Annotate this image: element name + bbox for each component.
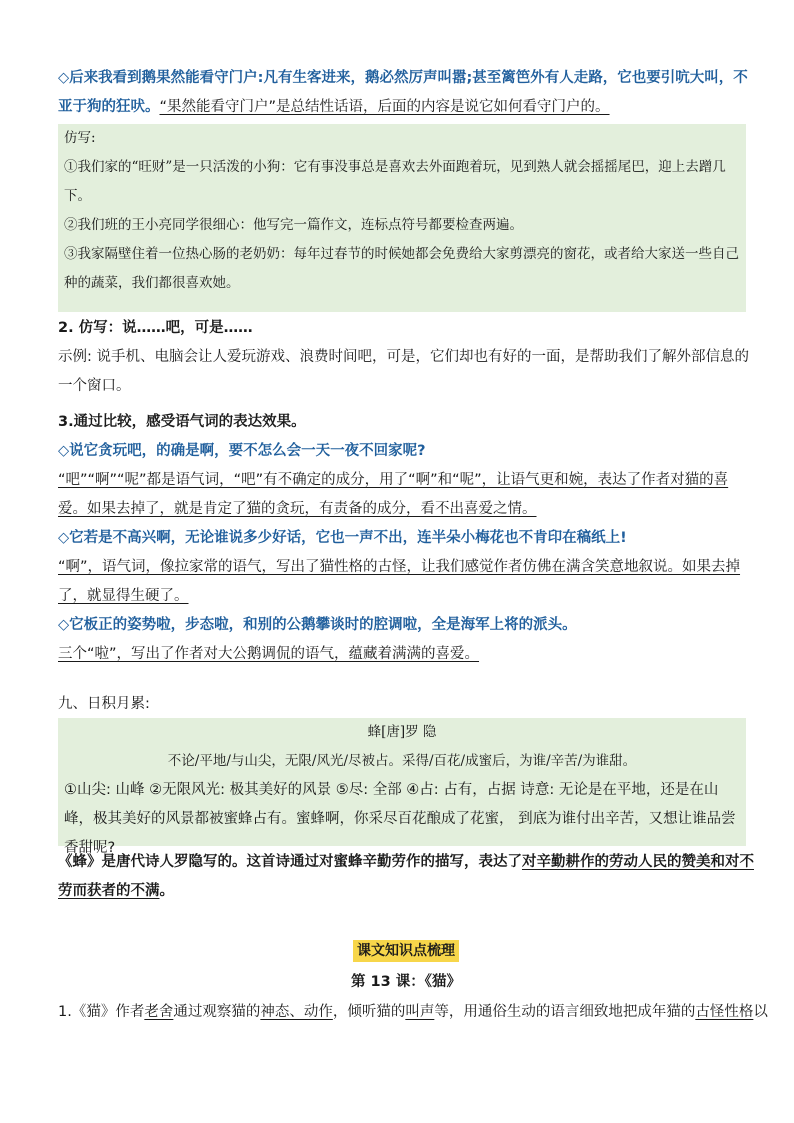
p1-key-3: 古怪性格 <box>695 1004 754 1020</box>
lesson-title: 第 13 课：《猫》 <box>350 974 462 990</box>
question-3 <box>58 408 754 669</box>
question-9-title: 九、日积月累: <box>58 696 150 712</box>
poem-summary-key: 对辛勤耕作的劳动人民的赞美和对不劳而获者的不满 <box>58 854 754 899</box>
imitation-box <box>58 124 746 312</box>
poem-box <box>58 718 746 856</box>
q3-analysis-1: “吧”“啊”“呢”都是语气词，“吧”有不确定的成分，用了“啊”和“呢”，让语气更和婉，表达了作者对猫的喜爱。如果去掉了，就是肯定了猫的贪玩，有责备的成分，看不出喜爱之情。 <box>58 472 729 517</box>
p1-key-1: 神态、动作 <box>260 1004 333 1020</box>
question-2-title: 2. 仿写：说……吧，可是…… <box>58 320 253 336</box>
p1-key-2: 叫声 <box>405 1004 435 1020</box>
question-2 <box>58 314 754 401</box>
imitation-item-3: ③我家隔壁住着一位热心肠的老奶奶：每年过春节的时候她都会免费给大家剪漂亮的窗花，或者给大家送一些自己种的蔬菜，我们都很喜欢她。 <box>64 246 739 291</box>
question-2-example: 示例: 说手机、电脑会让人爱玩游戏、浪费时间吧，可是，它们却也有好的一面，是帮助我们了解外部信息的一个窗口。 <box>58 349 749 394</box>
lesson-para-1 <box>58 998 768 1027</box>
q3-quote-3: ◇它板正的姿势啦，步态啦，和别的公鹅攀谈时的腔调啦，全是海军上将的派头。 <box>58 617 577 633</box>
imitation-title: 仿写: <box>64 130 96 146</box>
p1-author: 老舍 <box>144 1004 174 1020</box>
imitation-item-2: ②我们班的王小亮同学很细心：他写完一篇作文，连标点符号都要检查两遍。 <box>64 217 523 233</box>
q3-quote-1: ◇说它贪玩吧，的确是啊，要不怎么会一天一夜不回家呢? <box>58 443 426 459</box>
section-badge: 课文知识点梳理 <box>353 940 459 962</box>
imitation-item-1: ①我们家的“旺财”是一只活泼的小狗：它有事没事总是喜欢去外面跑着玩，见到熟人就会摇摇尾巴，迎上去蹭几下。 <box>64 159 726 204</box>
goose-note: “果然能看守门户”是总结性话语，后面的内容是说它如何看守门户的。 <box>159 99 610 115</box>
q3-analysis-3: 三个“啦”，写出了作者对大公鹅调侃的语气，蕴藏着满满的喜爱。 <box>58 646 480 662</box>
goose-quote: ◇后来我看到鹅果然能看守门户:凡有生客进来，鹅必然厉声叫嚣;甚至篱笆外有人走路，它也要引吭大叫，不亚于狗的狂吠。 <box>58 70 748 115</box>
p1-text-f: 等，用通俗生动的语言细致地把成年猫的 <box>434 1004 696 1020</box>
section-badge-row <box>58 940 754 962</box>
poem-summary-end: 。 <box>159 883 174 899</box>
p1-text-a: 1.《猫》作者 <box>58 1004 145 1020</box>
poem-notes: ①山尖: 山峰 ②无限风光: 极其美好的风景 ⑤尽: 全部 ④占: 占有，占据 诗意: 无论是在平地，还是在山峰，极其美好的风景都被蜜蜂占有。蜜蜂啊，你采尽百花酿成了花蜜， 到底为谁付出辛苦，又想让谁品尝香甜呢? <box>64 782 736 856</box>
poem-title: 蜂[唐]罗 隐 <box>367 724 437 740</box>
p1-text-d: ，倾听猫的 <box>332 1004 406 1020</box>
question-3-title: 3.通过比较，感受语气词的表达效果。 <box>58 414 306 430</box>
poem-summary-text: 《蜂》是唐代诗人罗隐写的。这首诗通过对蜜蜂辛勤劳作的描写，表达了 <box>58 854 522 870</box>
poem-body: 不论/平地/与山尖，无限/风光/尽被占。采得/百花/成蜜后，为谁/辛苦/为谁甜。 <box>167 753 637 769</box>
p1-text-h: 以 <box>753 1004 768 1020</box>
q3-quote-2: ◇它若是不高兴啊，无论谁说多少好话，它也一声不出，连半朵小梅花也不肯印在稿纸上! <box>58 530 627 546</box>
p1-text-b: 通过观察猫的 <box>173 1004 261 1020</box>
poem-summary <box>58 848 754 906</box>
goose-quote-block <box>58 64 754 122</box>
q3-analysis-2: “啊”，语气词，像拉家常的语气，写出了猫性格的古怪，让我们感觉作者仿佛在满含笑意地叙说。如果去掉了，就显得生硬了。 <box>58 559 741 604</box>
